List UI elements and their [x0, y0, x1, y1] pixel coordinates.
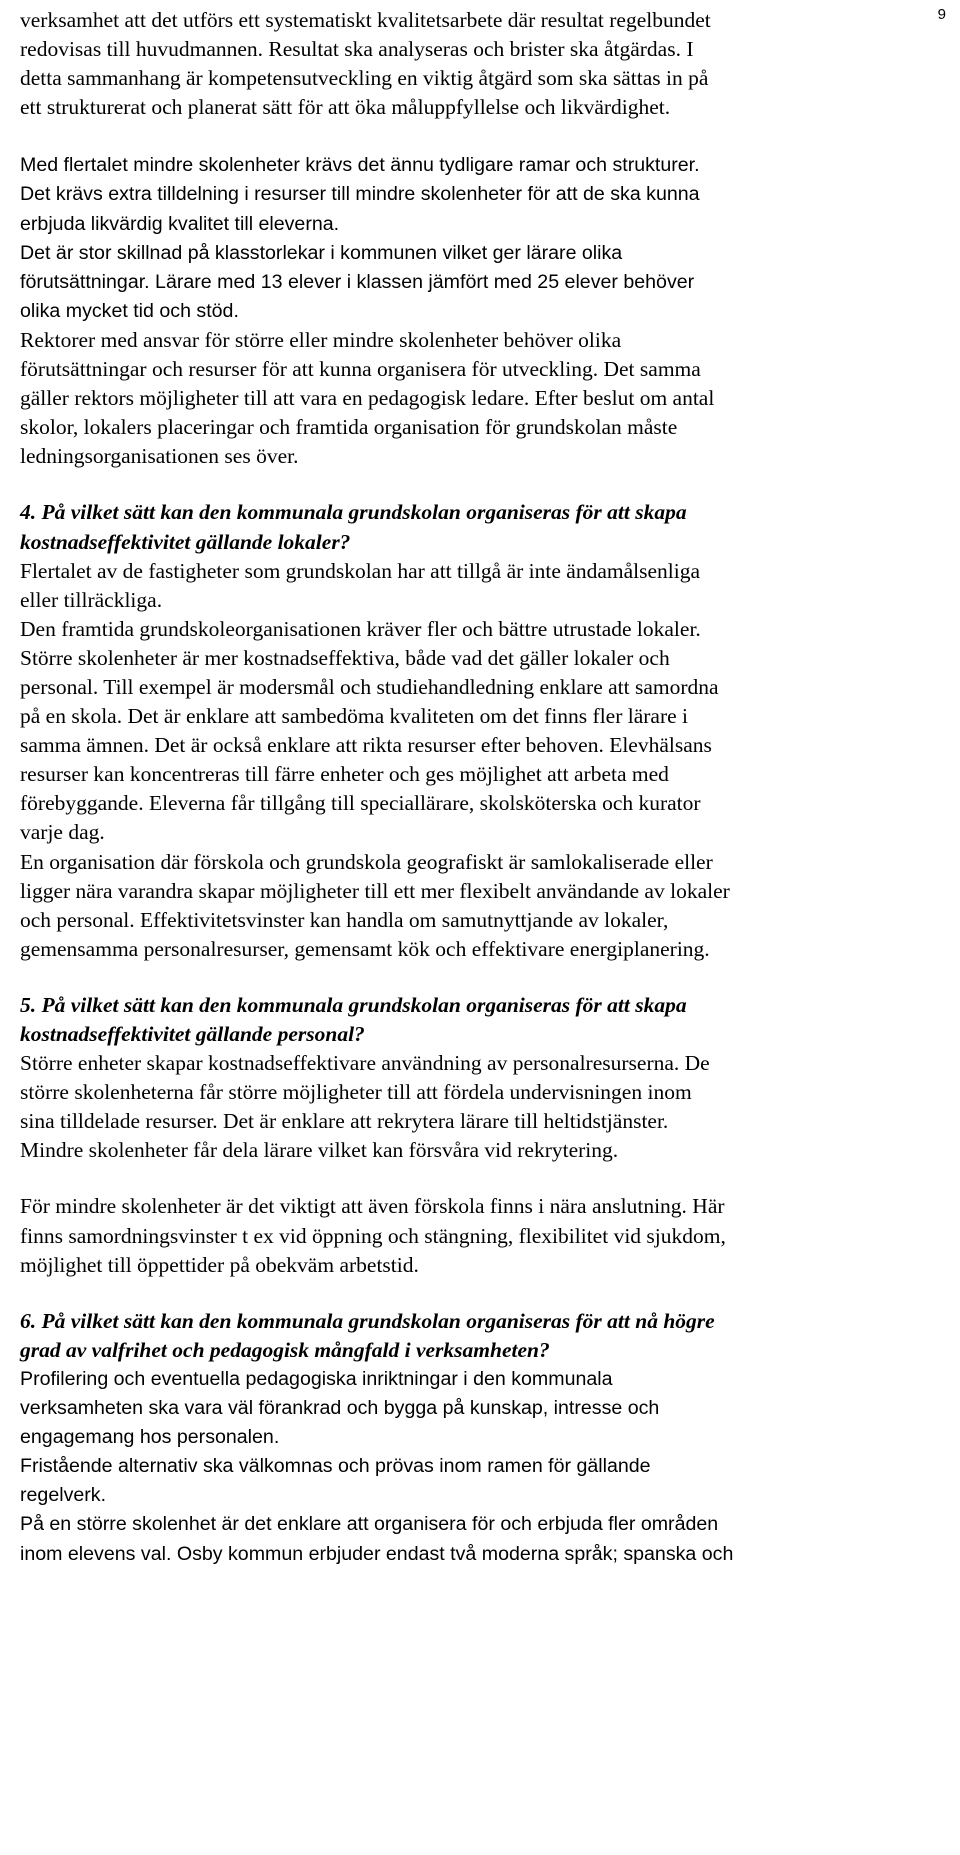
intro-continuation-paragraph: verksamhet att det utförs ett systematiskt kvalitetsarbete där resultat regelbundet redovisas till huvudmannen. Resultat ska analyseras och brister ska åtgärdas. I detta sammanhang är kompetensutveckling en viktig åtgärd som ska sättas in på ett strukturerat och planerat sätt för att öka måluppfyllelse och likvärdighet. — [20, 8, 711, 120]
section-5-body: Större enheter skapar kostnadseffektivare användning av personalresurserna. De större skolenheterna får större möjligheter till att fördela undervisningen inom sina tilldelade resurser. Det är enklare att rekrytera lärare till heltidstjänster. Mindre skolenheter får dela lärare vilket kan försvåra vid rekrytering. — [20, 1051, 710, 1163]
section-6-heading: 6. På vilket sätt kan den kommunala grundskolan organiseras för att nå högre grad av valfrihet och pedagogisk mångfald i verksamheten? — [20, 1308, 715, 1362]
section-5-heading: 5. På vilket sätt kan den kommunala grundskolan organiseras för att skapa kostnadseffektivitet gällande personal? — [20, 992, 687, 1046]
paragraph-gap — [20, 964, 950, 991]
section-4-heading: 4. På vilket sätt kan den kommunala grundskolan organiseras för att skapa kostnadseffektivitet gällande lokaler? — [20, 500, 687, 554]
paragraph-gap — [20, 1165, 950, 1192]
section-5-body-2: För mindre skolenheter är det viktigt att även förskola finns i nära anslutning. Här finns samordningsvinster t ex vid öppning och stängning, flexibilitet vid sjukdom, möjlighet till öppettider på obekväm arbetstid. — [20, 1194, 726, 1277]
section-4-body: Flertalet av de fastigheter som grundskolan har att tillgå är inte ändamålsenliga eller tillräckliga. Den framtida grundskoleorganisationen kräver fler och bättre utrustade lokaler. Större skolenheter är mer kostnadseffektiva, både vad det gäller lokaler och personal. Till exempel är modersmål och studiehandledning enklare att samordna på en skola. Det är enklare att sambedöma kvaliteten om det finns fler lärare i samma ämnen. Det är också enklare att rikta resurser efter behoven. Elevhälsans resurser kan koncentreras till färre enheter och ges möjlighet att arbeta med förebyggande. Eleverna får tillgång till speciallärare, skolsköterska och kurator varje dag. En organisation där förskola och grundskola geografiskt är samlokaliserade eller ligger nära varandra skapar möjligheter till ett mer flexibelt användande av lokaler och personal. Effektivitetsvinster kan handla om samutnyttjande av lokaler, gemensamma personalresurser, gemensamt kök och effektivare energiplanering. — [20, 558, 730, 961]
paragraph-gap — [20, 471, 950, 498]
page-number: 9 — [937, 6, 946, 23]
principals-paragraph: Rektorer med ansvar för större eller mindre skolenheter behöver olika förutsättningar och resurser för att kunna organisera för utveckling. Det samma gäller rektors möjligheter till att vara en pedagogisk ledare. Efter beslut om antal skolor, lokalers placeringar och framtida organisation för grundskolan måste ledningsorganisationen ses över. — [20, 327, 715, 469]
paragraph-gap — [20, 122, 950, 151]
section-6-body: Profilering och eventuella pedagogiska inriktningar i den kommunala verksamheten ska vara väl förankrad och bygga på kunskap, intresse och engagemang hos personalen. Fristående alternativ ska välkomnas och prövas inom ramen för gällande regelverk. På en större skolenhet är det enklare att organisera för och erbjuda fler områden inom elevens val. Osby kommun erbjuder endast två moderna språk; spanska och — [20, 1367, 734, 1565]
paragraph-gap — [20, 1280, 950, 1307]
small-units-paragraph: Med flertalet mindre skolenheter krävs det ännu tydligare ramar och strukturer. Det krävs extra tilldelning i resurser till mindre skolenheter för att de ska kunna erbjuda likvärdig kvalitet till eleverna. Det är stor skillnad på klasstorlekar i kommunen vilket ger lärare olika förutsättningar. Lärare med 13 elever i klassen jämfört med 25 elever behöver olika mycket tid och stöd. — [20, 154, 700, 322]
